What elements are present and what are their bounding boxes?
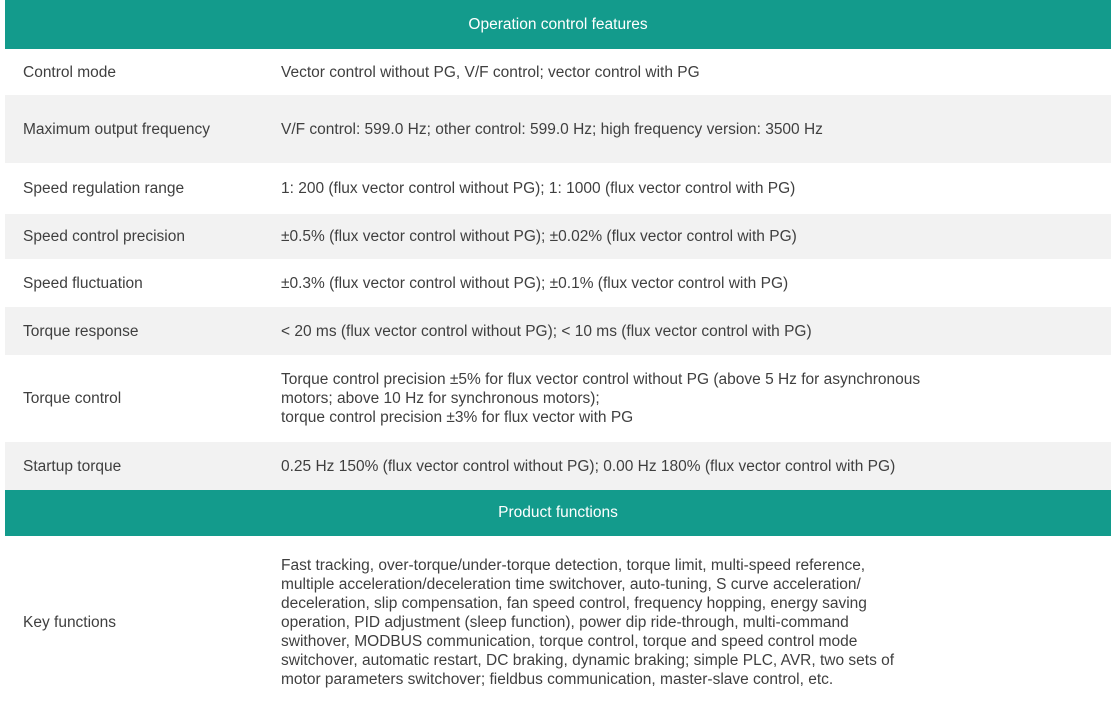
- value-line: motors; above 10 Hz for synchronous motors);: [281, 390, 600, 407]
- row-label: Control mode: [23, 63, 117, 81]
- row-label: Maximum output frequency: [23, 120, 210, 138]
- row-value: [281, 322, 1111, 341]
- value-line: 1: 200 (flux vector control without PG); 1: 1000 (flux vector control with PG): [281, 180, 796, 197]
- row-value: [281, 556, 1111, 689]
- row-label: Startup torque: [23, 457, 122, 475]
- value-line: multiple acceleration/deceleration time switchover, auto-tuning, S curve acceleration/: [281, 575, 861, 593]
- table-row: [5, 536, 1111, 708]
- row-label: Speed regulation range: [23, 180, 185, 197]
- value-line: Vector control without PG, V/F control; vector control with PG: [281, 63, 700, 81]
- table-row: [5, 49, 1111, 95]
- row-label: Speed control precision: [23, 228, 185, 245]
- section-title: Product functions: [498, 504, 618, 521]
- section-header-product-functions: [5, 490, 1111, 536]
- row-value: [281, 63, 1111, 82]
- value-line: 0.25 Hz 150% (flux vector control without PG); 0.00 Hz 180% (flux vector control with PG): [281, 457, 896, 475]
- value-line: Torque control precision ±5% for flux vector control without PG (above 5 Hz for asynchronous: [281, 371, 921, 388]
- value-line: torque control precision ±3% for flux vector with PG: [281, 409, 634, 426]
- value-line: motor parameters switchover; fieldbus communication, master-slave control, etc.: [281, 670, 834, 688]
- row-label: Speed fluctuation: [23, 274, 143, 292]
- row-value: [281, 370, 1111, 427]
- row-label: Torque control: [23, 390, 122, 407]
- row-label: Key functions: [23, 613, 117, 631]
- row-value: [281, 274, 1111, 293]
- row-label: Torque response: [23, 322, 139, 340]
- value-line: deceleration, slip compensation, fan speed control, frequency hopping, energy saving: [281, 594, 867, 612]
- row-value: [281, 227, 1111, 246]
- table-row: [5, 259, 1111, 307]
- value-line: operation, PID adjustment (sleep function), power dip ride-through, multi-command: [281, 613, 849, 631]
- table-row: [5, 355, 1111, 442]
- section-title: Operation control features: [468, 15, 648, 33]
- value-line: swithover, MODBUS communication, torque control, torque and speed control mode: [281, 632, 858, 650]
- value-line: switchover, automatic restart, DC braking, dynamic braking; simple PLC, AVR, two sets of: [281, 651, 895, 669]
- row-value: [281, 457, 1111, 476]
- section-header-operation-control: [5, 0, 1111, 49]
- value-line: ±0.3% (flux vector control without PG); ±0.1% (flux vector control with PG): [281, 274, 789, 292]
- value-line: < 20 ms (flux vector control without PG); < 10 ms (flux vector control with PG): [281, 322, 812, 340]
- row-value: [281, 179, 1111, 198]
- table-row: [5, 214, 1111, 259]
- value-line: ±0.5% (flux vector control without PG); ±0.02% (flux vector control with PG): [281, 228, 797, 245]
- table-row: [5, 307, 1111, 355]
- table-row: [5, 95, 1111, 163]
- value-line: V/F control: 599.0 Hz; other control: 599.0 Hz; high frequency version: 3500 Hz: [281, 120, 823, 138]
- table-row: [5, 163, 1111, 214]
- spec-table: [5, 0, 1111, 708]
- row-value: [281, 120, 1111, 139]
- table-row: [5, 442, 1111, 490]
- value-line: Fast tracking, over-torque/under-torque detection, torque limit, multi-speed reference,: [281, 556, 866, 574]
